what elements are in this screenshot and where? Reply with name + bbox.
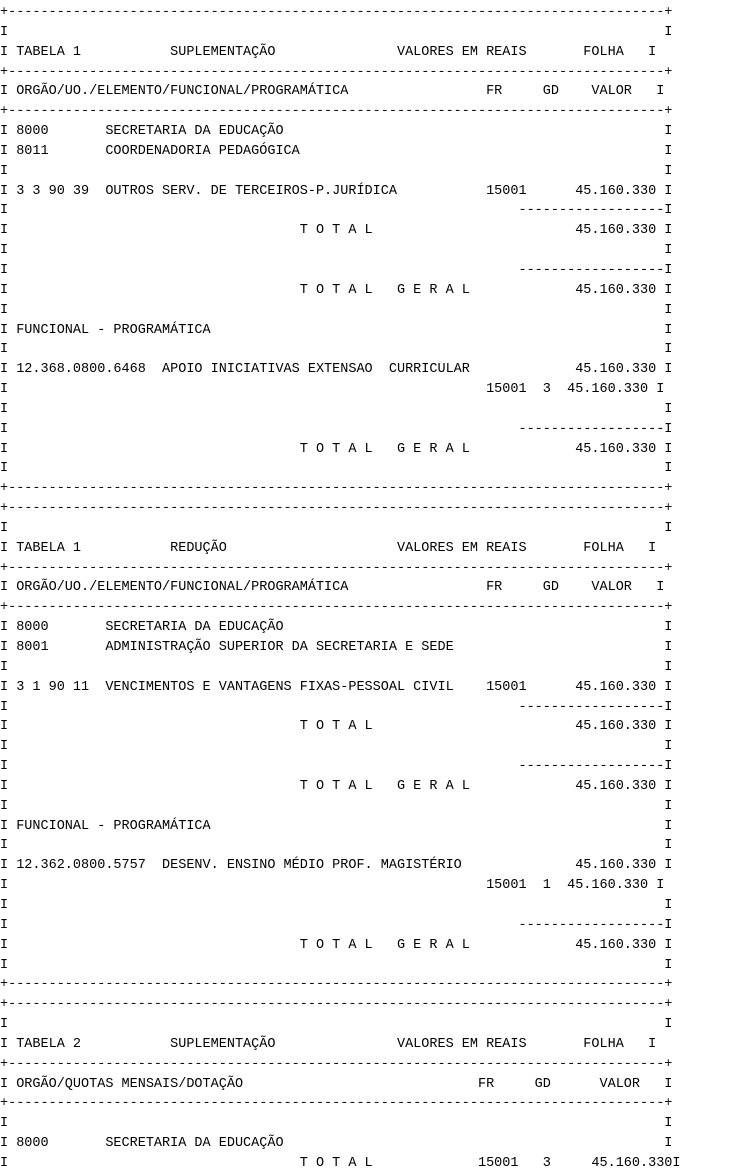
separator-rule: +---------------------------------------------------------------------------------+ bbox=[0, 501, 673, 517]
report-line: I ------------------I bbox=[0, 421, 673, 437]
report-line: I I bbox=[0, 957, 673, 973]
report-line: I TABELA 1 REDUÇÃO VALORES EM REAIS FOLHA I bbox=[0, 540, 657, 556]
report-line: I ORGÃO/UO./ELEMENTO/FUNCIONAL/PROGRAMÁTICA FR GD VALOR I bbox=[0, 580, 665, 596]
report-line: I I bbox=[0, 739, 673, 755]
report-line: I 12.368.0800.6468 APOIO INICIATIVAS EXTENSAO CURRICULAR 45.160.330 I bbox=[0, 362, 673, 378]
report-line: I ------------------I bbox=[0, 759, 673, 775]
report-line: I T O T A L G E R A L 45.160.330 I bbox=[0, 282, 673, 298]
report-line: I I bbox=[0, 401, 673, 417]
report-line: I I bbox=[0, 163, 673, 179]
report-line: I 8000 SECRETARIA DA EDUCAÇÃO I bbox=[0, 1136, 673, 1152]
report-line: I T O T A L 45.160.330 I bbox=[0, 223, 673, 239]
report-line: I 15001 1 45.160.330 I bbox=[0, 878, 665, 894]
report-line: I I bbox=[0, 1017, 673, 1033]
report-line: I I bbox=[0, 1116, 673, 1132]
report-line: I T O T A L 15001 3 45.160.330I bbox=[0, 1155, 681, 1171]
report-line: I 8011 COORDENADORIA PEDAGÓGICA I bbox=[0, 143, 673, 159]
separator-rule: +---------------------------------------------------------------------------------+ bbox=[0, 560, 673, 576]
report-line: I I bbox=[0, 243, 673, 259]
report-line: I 3 1 90 11 VENCIMENTOS E VANTAGENS FIXAS-PESSOAL CIVIL 15001 45.160.330 I bbox=[0, 679, 673, 695]
report-line: I T O T A L G E R A L 45.160.330 I bbox=[0, 778, 673, 794]
report-line: I I bbox=[0, 461, 673, 477]
separator-rule: +---------------------------------------------------------------------------------+ bbox=[0, 977, 673, 993]
report-line: I 12.362.0800.5757 DESENV. ENSINO MÉDIO PROF. MAGISTÉRIO 45.160.330 I bbox=[0, 858, 673, 874]
separator-rule: +---------------------------------------------------------------------------------+ bbox=[0, 1096, 673, 1112]
separator-rule: +---------------------------------------------------------------------------------+ bbox=[0, 481, 673, 497]
separator-rule: +---------------------------------------------------------------------------------+ bbox=[0, 600, 673, 616]
separator-rule: +---------------------------------------------------------------------------------+ bbox=[0, 64, 673, 80]
report-line: I ------------------I bbox=[0, 262, 673, 278]
report-line: I I bbox=[0, 24, 673, 40]
report-line: I I bbox=[0, 342, 673, 358]
separator-rule: +---------------------------------------------------------------------------------+ bbox=[0, 1056, 673, 1072]
report-line: I TABELA 2 SUPLEMENTAÇÃO VALORES EM REAIS FOLHA I bbox=[0, 1036, 657, 1052]
report-line: I T O T A L 45.160.330 I bbox=[0, 719, 673, 735]
report-line: I 3 3 90 39 OUTROS SERV. DE TERCEIROS-P.JURÍDICA 15001 45.160.330 I bbox=[0, 183, 673, 199]
separator-rule: +---------------------------------------------------------------------------------+ bbox=[0, 997, 673, 1013]
report-line: I 8001 ADMINISTRAÇÃO SUPERIOR DA SECRETARIA E SEDE I bbox=[0, 640, 673, 655]
report-line: I ------------------I bbox=[0, 203, 673, 219]
report-line: I ------------------I bbox=[0, 699, 673, 715]
report-line: I FUNCIONAL - PROGRAMÁTICA I bbox=[0, 322, 673, 338]
report-line: I 8000 SECRETARIA DA EDUCAÇÃO I bbox=[0, 124, 673, 140]
report-line: I I bbox=[0, 302, 673, 318]
report-line: I I bbox=[0, 659, 673, 675]
report-line: I T O T A L G E R A L 45.160.330 I bbox=[0, 937, 673, 953]
report-line: I 8000 SECRETARIA DA EDUCAÇÃO I bbox=[0, 620, 673, 636]
report-line: I I bbox=[0, 798, 673, 814]
report-line: I ORGÃO/UO./ELEMENTO/FUNCIONAL/PROGRAMÁTICA FR GD VALOR I bbox=[0, 84, 665, 100]
separator-rule: +---------------------------------------------------------------------------------+ bbox=[0, 5, 673, 20]
report-line: I I bbox=[0, 520, 673, 536]
report-line: I TABELA 1 SUPLEMENTAÇÃO VALORES EM REAIS FOLHA I bbox=[0, 44, 657, 60]
report-line: I I bbox=[0, 838, 673, 854]
report-line: I T O T A L G E R A L 45.160.330 I bbox=[0, 441, 673, 457]
report-line: I ORGÃO/QUOTAS MENSAIS/DOTAÇÃO FR GD VALOR I bbox=[0, 1076, 673, 1092]
separator-rule: +---------------------------------------------------------------------------------+ bbox=[0, 104, 673, 120]
report-line: I ------------------I bbox=[0, 917, 673, 933]
report-line: I I bbox=[0, 897, 673, 913]
report-line: I 15001 3 45.160.330 I bbox=[0, 382, 665, 398]
report-line: I FUNCIONAL - PROGRAMÁTICA I bbox=[0, 818, 673, 834]
